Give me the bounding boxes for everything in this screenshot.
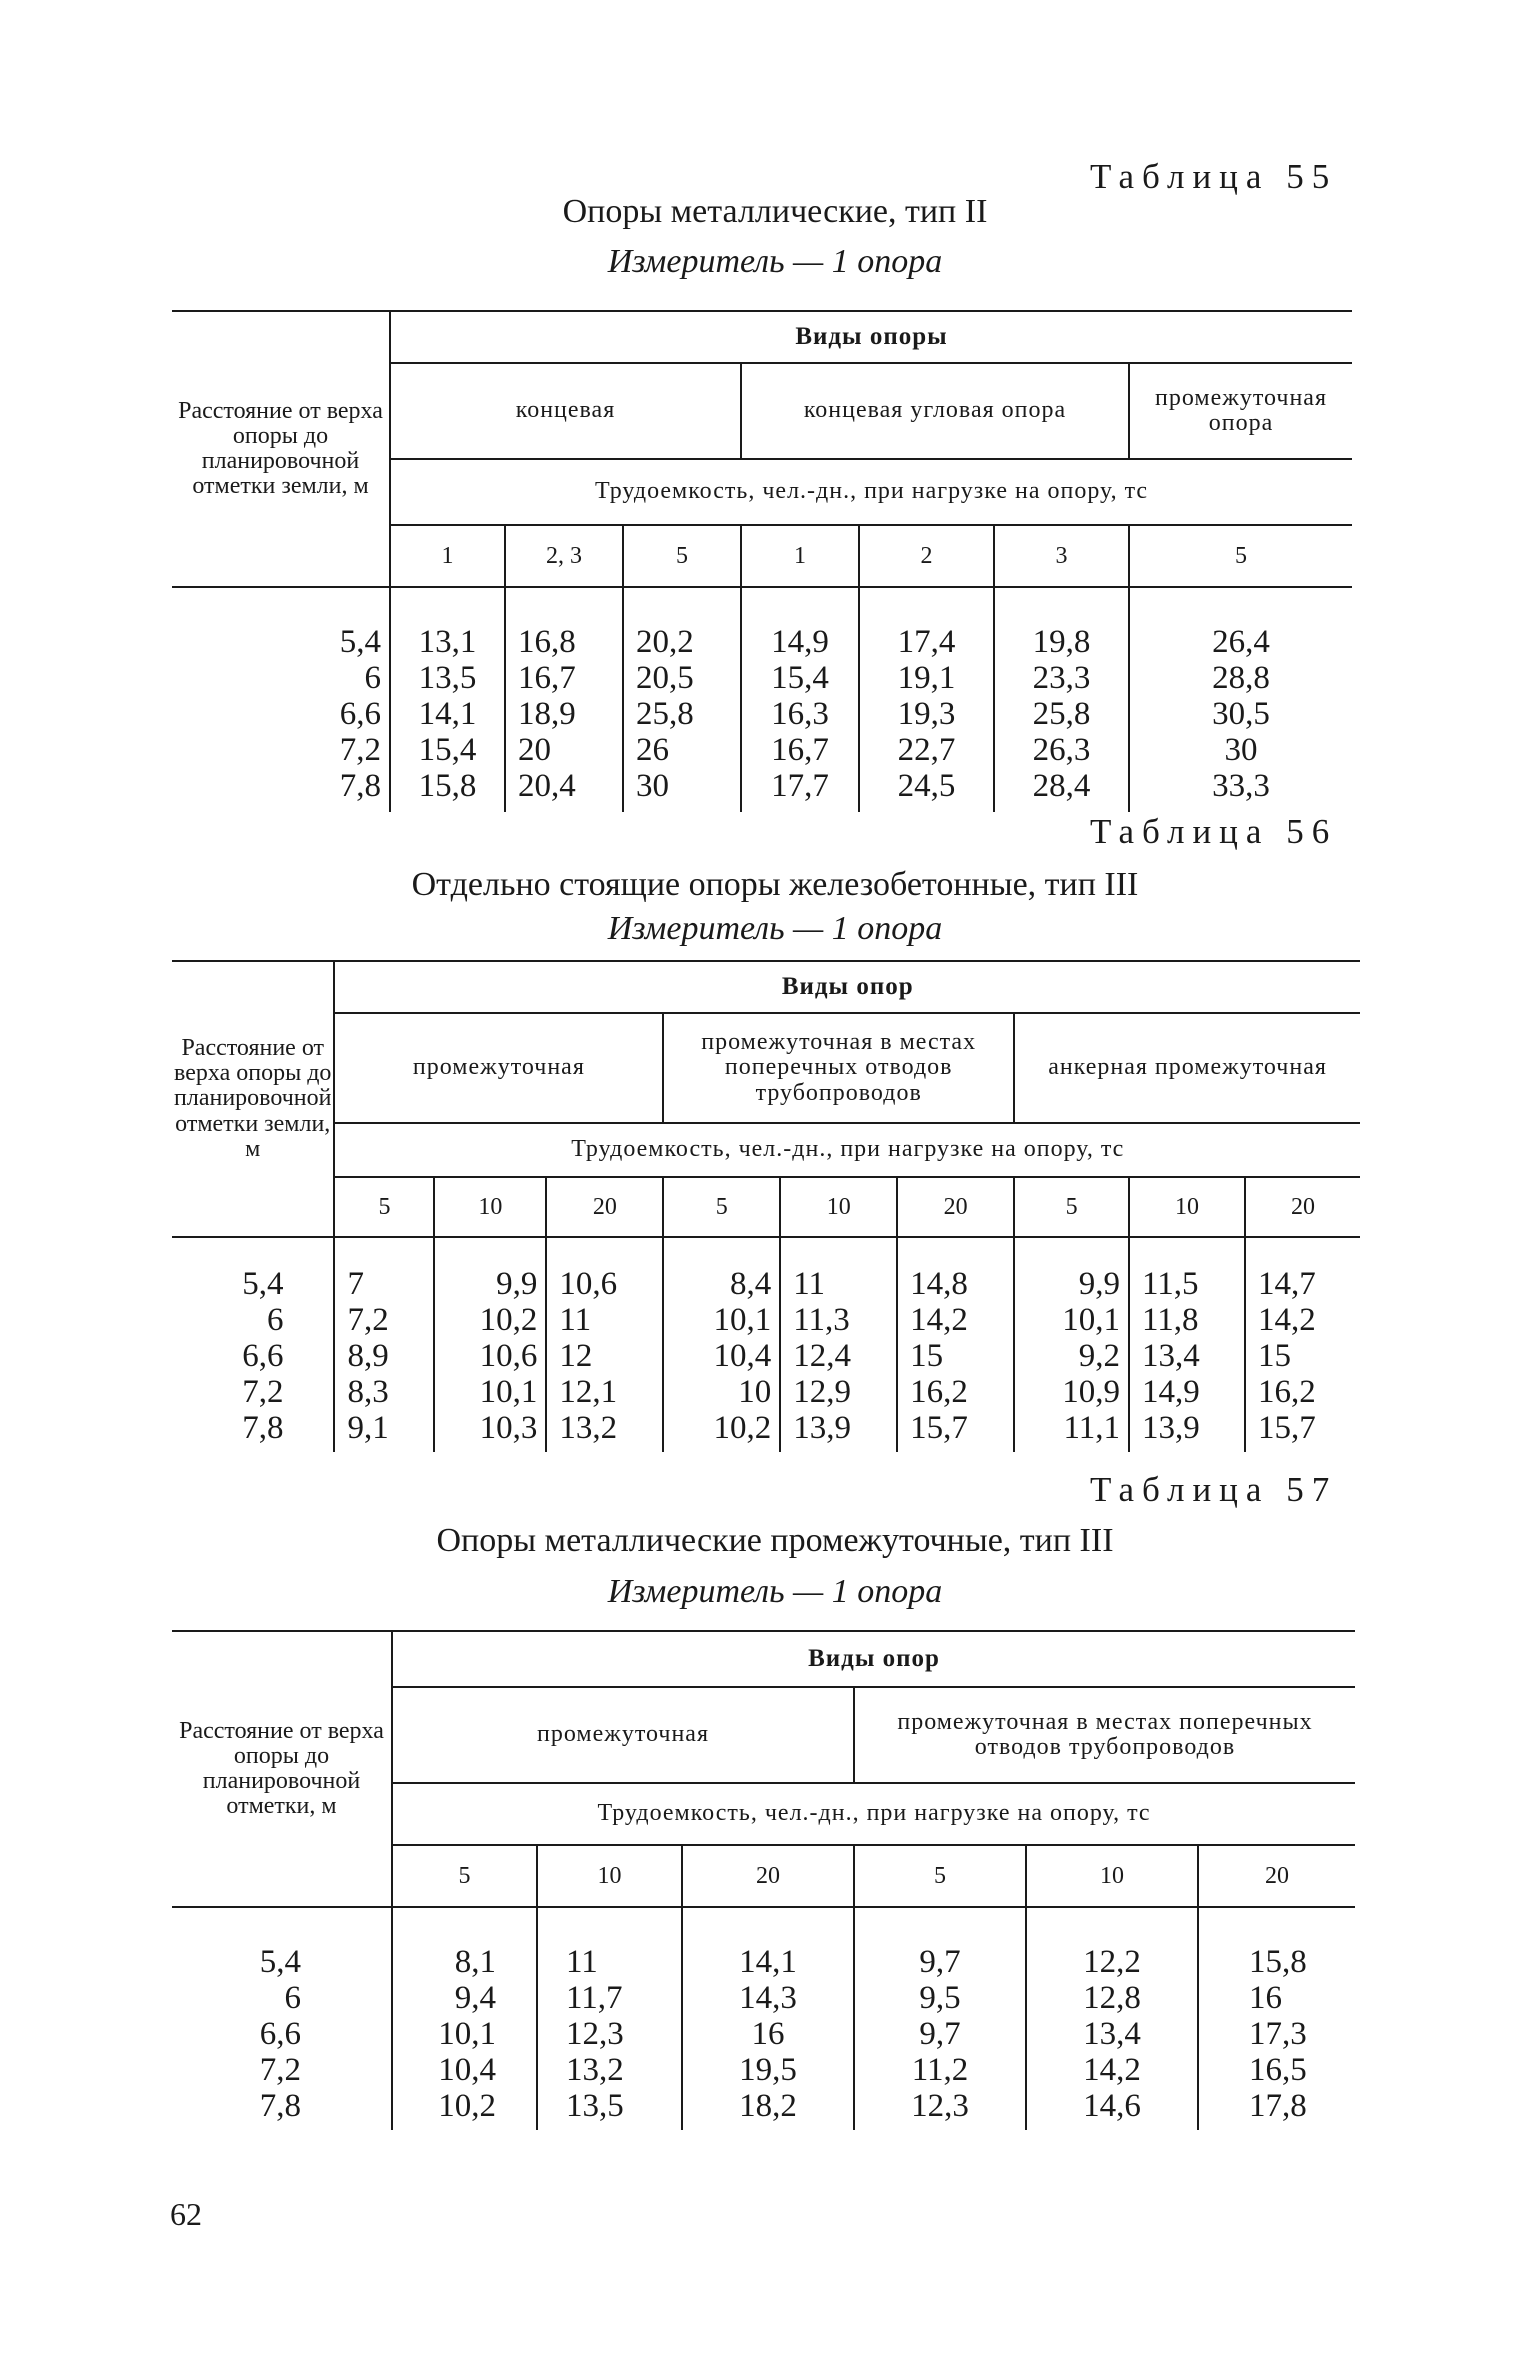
table-cell: 17,8	[1249, 2088, 1307, 2124]
table-cell: 20,2	[636, 624, 694, 660]
table-cell: 13,5	[566, 2088, 624, 2124]
table-57-group-header: Виды опор	[392, 1631, 1355, 1687]
table-56-column	[546, 1237, 663, 1452]
table-57-row-labels	[172, 1907, 392, 2130]
table-cell: 16,2	[910, 1374, 968, 1410]
table-57-column	[392, 1907, 537, 2130]
table-57-unit: Измеритель — 1 опора	[607, 1573, 943, 1610]
table-55-load: 1	[741, 525, 859, 587]
table-cell: 30	[1224, 732, 1258, 768]
row-label: 6	[266, 1302, 284, 1338]
table-57-column	[682, 1907, 854, 2130]
table-cell: 12,2	[1083, 1944, 1141, 1980]
row-label: 6,6	[339, 696, 381, 732]
table-cell: 11,2	[911, 2052, 969, 2088]
table-55-load: 5	[1129, 525, 1352, 587]
table-cell: 14,9	[1142, 1374, 1200, 1410]
table-56-column	[334, 1237, 434, 1452]
table-55-type-2: концевая угловая опора	[741, 363, 1129, 459]
table-cell: 9,2	[1078, 1338, 1121, 1374]
table-cell: 19,8	[1032, 624, 1091, 660]
table-cell: 11	[566, 1944, 598, 1980]
table-cell: 28,4	[1032, 768, 1091, 804]
table-cell: 24,5	[897, 768, 956, 804]
table-cell: 10,6	[479, 1338, 538, 1374]
table-cell: 12,3	[566, 2016, 624, 2052]
table-55-load: 2, 3	[505, 525, 623, 587]
table-cell: 15,8	[418, 768, 477, 804]
table-cell: 16,8	[518, 624, 576, 660]
row-label: 6	[364, 660, 381, 696]
table-cell: 14,2	[1257, 1302, 1316, 1338]
table-cell: 9,4	[454, 1980, 496, 2016]
table-cell: 10,4	[713, 1338, 772, 1374]
table-cell: 26,4	[1212, 624, 1270, 660]
table-55-column	[1129, 587, 1352, 812]
page-number: 62	[170, 2196, 202, 2232]
table-55	[172, 310, 1352, 812]
table-55-load: 5	[623, 525, 741, 587]
row-label: 5,4	[259, 1944, 301, 1980]
table-57-column	[1026, 1907, 1198, 2130]
table-cell: 14,1	[418, 696, 477, 732]
table-cell: 14,8	[910, 1266, 968, 1302]
table-cell: 13,2	[559, 1410, 618, 1446]
table-56-load: 10	[1129, 1177, 1245, 1237]
table-cell: 10,1	[1062, 1302, 1121, 1338]
table-cell: 9,5	[919, 1980, 961, 2016]
table-cell: 30,5	[1212, 696, 1270, 732]
table-cell: 23,3	[1032, 660, 1091, 696]
table-cell: 10,2	[438, 2088, 496, 2124]
table-cell: 12,3	[911, 2088, 969, 2124]
table-cell: 10,9	[1062, 1374, 1121, 1410]
row-label: 5,4	[242, 1266, 284, 1302]
table-cell: 15,7	[910, 1410, 968, 1446]
table-56-type-1: промежуточная	[334, 1013, 663, 1123]
table-57-number: Таблица 57	[1090, 1470, 1338, 1509]
table-cell: 16,5	[1249, 2052, 1307, 2088]
table-cell: 7,2	[347, 1302, 389, 1338]
table-55-type-3: промежуточная опора	[1129, 363, 1352, 459]
row-label: 5,4	[339, 624, 381, 660]
table-cell: 11,7	[566, 1980, 623, 2016]
table-cell: 20,4	[518, 768, 576, 804]
table-56-type-3: анкерная промежуточная	[1014, 1013, 1360, 1123]
row-label: 7,2	[259, 2052, 301, 2088]
table-cell: 9,7	[919, 2016, 961, 2052]
table-cell: 13,1	[418, 624, 477, 660]
table-55-column	[390, 587, 505, 812]
table-cell: 19,1	[897, 660, 956, 696]
table-55-unit: Измеритель — 1 опора	[607, 243, 943, 280]
table-cell: 33,3	[1212, 768, 1270, 804]
table-cell: 10,1	[479, 1374, 538, 1410]
table-cell: 7	[347, 1266, 364, 1302]
row-label: 7,8	[259, 2088, 301, 2124]
table-cell: 12	[559, 1338, 593, 1374]
table-57-load: 10	[1026, 1845, 1198, 1907]
table-cell: 13,4	[1142, 1338, 1200, 1374]
table-cell: 9,9	[1078, 1266, 1121, 1302]
table-cell: 15	[910, 1338, 944, 1374]
table-55-type-1: концевая	[390, 363, 741, 459]
table-cell: 9,9	[496, 1266, 538, 1302]
table-cell: 20	[518, 732, 551, 768]
table-57-column	[854, 1907, 1026, 2130]
table-cell: 11	[793, 1266, 825, 1302]
table-cell: 17,4	[897, 624, 956, 660]
table-cell: 19,5	[739, 2052, 797, 2088]
table-55-row-header: Расстояние от верха опоры до планировочной отметки земли, м	[172, 311, 390, 587]
table-cell: 14,1	[739, 1944, 797, 1980]
table-56-load: 5	[663, 1177, 780, 1237]
table-56-column	[780, 1237, 897, 1452]
table-56-type-2: промежуточная в местах поперечных отводов трубопроводов	[663, 1013, 1014, 1123]
table-57-type-1: промежуточная	[392, 1687, 854, 1783]
table-56-load: 20	[546, 1177, 663, 1237]
table-57-column	[1198, 1907, 1355, 2130]
table-cell: 25,8	[636, 696, 694, 732]
table-cell: 10	[738, 1374, 772, 1410]
table-cell: 14,6	[1083, 2088, 1141, 2124]
table-57-load: 5	[854, 1845, 1026, 1907]
table-55-column	[505, 587, 623, 812]
table-55-load: 3	[994, 525, 1129, 587]
row-label: 6,6	[259, 2016, 301, 2052]
table-cell: 11,1	[1063, 1410, 1121, 1446]
table-cell: 22,7	[897, 732, 956, 768]
table-cell: 12,1	[559, 1374, 618, 1410]
table-cell: 18,2	[739, 2088, 797, 2124]
table-cell: 10,1	[438, 2016, 496, 2052]
table-56-column	[897, 1237, 1014, 1452]
table-cell: 8,4	[729, 1266, 772, 1302]
row-label: 7,8	[242, 1410, 284, 1446]
table-cell: 8,9	[347, 1338, 389, 1374]
table-cell: 10,4	[438, 2052, 496, 2088]
table-55-column	[994, 587, 1129, 812]
table-cell: 10,6	[559, 1266, 618, 1302]
table-cell: 14,9	[771, 624, 829, 660]
table-cell: 20,5	[636, 660, 694, 696]
table-cell: 14,3	[739, 1980, 797, 2016]
table-57-load: 20	[1198, 1845, 1355, 1907]
table-55-column	[741, 587, 859, 812]
table-56-column	[434, 1237, 546, 1452]
table-cell: 11,3	[793, 1302, 850, 1338]
table-cell: 8,3	[347, 1374, 389, 1410]
table-cell: 13,5	[418, 660, 477, 696]
table-cell: 12,4	[793, 1338, 851, 1374]
table-55-column	[859, 587, 994, 812]
table-56-title: Отдельно стоящие опоры железобетонные, тип III	[411, 866, 1139, 903]
table-56-column	[1245, 1237, 1360, 1452]
table-cell: 11	[559, 1302, 592, 1338]
table-56-row-labels	[172, 1237, 334, 1452]
table-cell: 15,7	[1257, 1410, 1316, 1446]
table-cell: 26,3	[1032, 732, 1091, 768]
table-cell: 13,4	[1083, 2016, 1141, 2052]
row-label: 6,6	[242, 1338, 284, 1374]
table-cell: 30	[636, 768, 669, 804]
table-cell: 16,7	[518, 660, 576, 696]
table-cell: 13,9	[1142, 1410, 1200, 1446]
table-cell: 12,9	[793, 1374, 851, 1410]
table-cell: 10,3	[479, 1410, 538, 1446]
row-label: 7,8	[339, 768, 381, 804]
table-56-load: 20	[1245, 1177, 1360, 1237]
table-cell: 14,2	[1083, 2052, 1141, 2088]
table-cell: 14,2	[910, 1302, 968, 1338]
table-cell: 13,2	[566, 2052, 624, 2088]
table-cell: 15	[1257, 1338, 1291, 1374]
table-56	[172, 960, 1360, 1452]
table-cell: 16,2	[1257, 1374, 1316, 1410]
table-cell: 16,3	[771, 696, 829, 732]
table-55-load: 2	[859, 525, 994, 587]
table-55-group-header: Виды опоры	[390, 311, 1352, 363]
table-57-load: 5	[392, 1845, 537, 1907]
table-cell: 15,8	[1249, 1944, 1307, 1980]
table-57-type-2: промежуточная в местах поперечных отводов трубопроводов	[854, 1687, 1355, 1783]
table-57-row-header: Расстояние от верха опоры до планировочной отметки, м	[172, 1631, 392, 1907]
table-cell: 26	[636, 732, 669, 768]
row-label: 7,2	[339, 732, 381, 768]
table-57-column	[537, 1907, 682, 2130]
table-cell: 19,3	[897, 696, 956, 732]
table-56-load: 5	[334, 1177, 434, 1237]
table-cell: 9,1	[347, 1410, 389, 1446]
table-cell: 11,5	[1142, 1266, 1199, 1302]
row-label: 6	[284, 1980, 301, 2016]
table-cell: 16,7	[771, 732, 829, 768]
table-cell: 8,1	[454, 1944, 496, 1980]
table-cell: 15,4	[418, 732, 477, 768]
table-57-title: Опоры металлические промежуточные, тип III	[436, 1522, 1114, 1559]
table-56-row-header: Расстояние от верха опоры до планировочной отметки земли, м	[172, 961, 334, 1237]
table-cell: 9,7	[919, 1944, 961, 1980]
table-cell: 28,8	[1212, 660, 1270, 696]
table-cell: 17,3	[1249, 2016, 1307, 2052]
table-cell: 16	[1249, 1980, 1282, 2016]
table-cell: 10,1	[713, 1302, 772, 1338]
table-56-column	[1014, 1237, 1129, 1452]
table-57	[172, 1630, 1355, 2130]
table-56-load: 10	[434, 1177, 546, 1237]
table-55-title: Опоры металлические, тип II	[562, 193, 988, 230]
table-56-load: 5	[1014, 1177, 1129, 1237]
table-cell: 18,9	[518, 696, 576, 732]
table-55-row-labels	[172, 587, 390, 812]
table-56-group-header: Виды опор	[334, 961, 1360, 1013]
table-cell: 16	[751, 2016, 785, 2052]
table-cell: 10,2	[713, 1410, 772, 1446]
table-cell: 12,8	[1083, 1980, 1141, 2016]
table-57-load: 10	[537, 1845, 682, 1907]
table-56-column	[663, 1237, 780, 1452]
table-cell: 15,4	[771, 660, 829, 696]
table-57-load: 20	[682, 1845, 854, 1907]
table-56-load: 20	[897, 1177, 1014, 1237]
table-56-unit: Измеритель — 1 опора	[607, 910, 943, 947]
table-cell: 17,7	[771, 768, 829, 804]
table-56-load: 10	[780, 1177, 897, 1237]
table-56-labor-header: Трудоемкость, чел.-дн., при нагрузке на опору, тс	[334, 1123, 1360, 1177]
table-55-number: Таблица 55	[1090, 157, 1338, 196]
table-cell: 13,9	[793, 1410, 851, 1446]
table-cell: 14,7	[1257, 1266, 1316, 1302]
table-56-column	[1129, 1237, 1245, 1452]
table-55-load: 1	[390, 525, 505, 587]
table-55-labor-header: Трудоемкость, чел.-дн., при нагрузке на опору, тс	[390, 459, 1352, 525]
table-cell: 25,8	[1032, 696, 1091, 732]
table-57-labor-header: Трудоемкость, чел.-дн., при нагрузке на опору, тс	[392, 1783, 1355, 1845]
table-cell: 11,8	[1142, 1302, 1199, 1338]
table-cell: 10,2	[479, 1302, 538, 1338]
table-56-number: Таблица 56	[1090, 812, 1338, 851]
table-55-column	[623, 587, 741, 812]
row-label: 7,2	[242, 1374, 284, 1410]
